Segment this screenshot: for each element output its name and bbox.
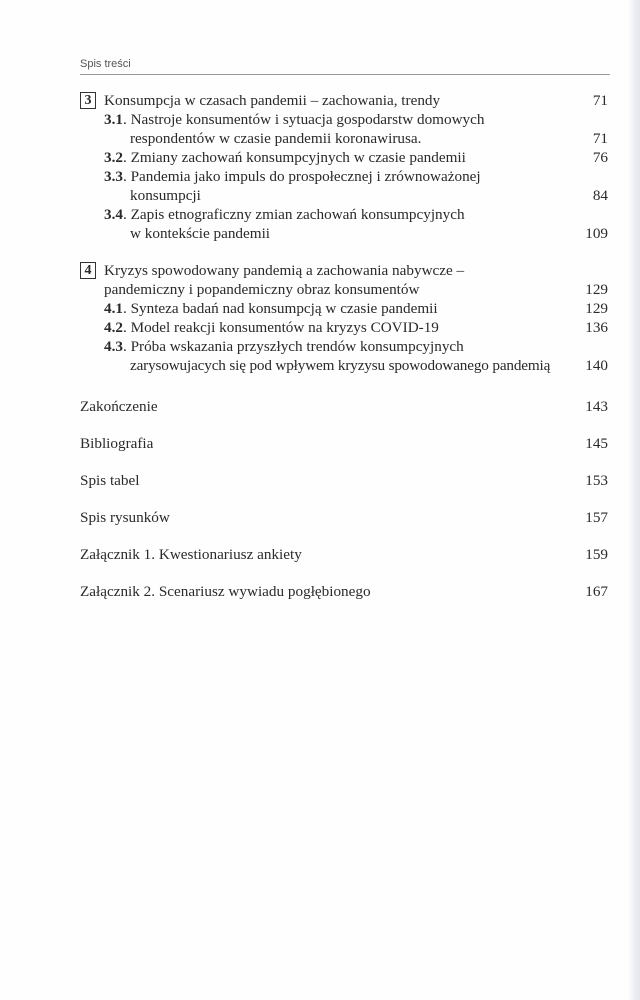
section-title: 3.2. Zmiany zachowań konsumpcyjnych w czasie pandemii: [104, 148, 469, 167]
toc-zalacznik-2[interactable]: [80, 582, 608, 601]
chapter-number-box: 3: [80, 92, 96, 109]
chapter-title-continued: pandemiczny i popandemiczny obraz konsumentów: [104, 280, 422, 299]
page-number: 159: [581, 545, 608, 564]
toc-section-3-4[interactable]: [80, 205, 608, 224]
toc-section-3-4-cont[interactable]: [80, 224, 608, 243]
table-of-contents: [80, 91, 608, 601]
section-title-continued: w kontekście pandemii: [130, 224, 273, 243]
section-number: 3.1: [104, 111, 123, 128]
toc-chapter-3[interactable]: [80, 91, 608, 110]
section-number: 4.3: [104, 338, 123, 355]
page-number: 157: [581, 508, 608, 527]
section-number: 3.4: [104, 206, 123, 223]
page-number: 71: [589, 129, 608, 148]
section-title: 4.1. Synteza badań nad konsumpcją w czasie pandemii: [104, 299, 441, 318]
page-number: 84: [589, 186, 608, 205]
page-number: 153: [581, 471, 608, 490]
section-number: 4.2: [104, 319, 123, 336]
toc-section-3-1[interactable]: [80, 110, 608, 129]
toc-section-3-2[interactable]: [80, 148, 608, 167]
page-number: 129: [581, 299, 608, 318]
toc-zakonczenie[interactable]: [80, 397, 608, 416]
section-title-continued: zarysowujacych się pod wpływem kryzysu spowodowanego pandemią: [130, 356, 553, 375]
section-title-continued: konsumpcji: [130, 186, 204, 205]
section-number: 4.1: [104, 300, 123, 317]
entry-title: Załącznik 1. Kwestionariusz ankiety: [80, 545, 305, 564]
chapter-title: Konsumpcja w czasach pandemii – zachowania, trendy: [104, 91, 443, 110]
toc-section-4-2[interactable]: [80, 318, 608, 337]
toc-section-3-1-cont[interactable]: [80, 129, 608, 148]
chapter-title: Kryzys spowodowany pandemią a zachowania nabywcze –: [104, 261, 467, 280]
section-title: 4.2. Model reakcji konsumentów na kryzys COVID-19: [104, 318, 442, 337]
page-number: 129: [581, 280, 608, 299]
section-number: 3.3: [104, 168, 123, 185]
page-number: 140: [581, 356, 608, 375]
header-rule: [80, 74, 610, 75]
section-title: 4.3. Próba wskazania przyszłych trendów konsumpcyjnych: [104, 337, 467, 356]
toc-chapter-4[interactable]: [80, 261, 608, 280]
entry-title: Zakończenie: [80, 397, 161, 416]
running-head: Spis treści: [80, 58, 131, 70]
page-number: 145: [581, 434, 608, 453]
entry-title: Załącznik 2. Scenariusz wywiadu pogłębionego: [80, 582, 374, 601]
chapter-number-box: 4: [80, 262, 96, 279]
toc-section-4-1[interactable]: [80, 299, 608, 318]
page-number: 71: [589, 91, 608, 110]
toc-zalacznik-1[interactable]: [80, 545, 608, 564]
toc-section-4-3[interactable]: [80, 337, 608, 356]
toc-spis-rysunkow[interactable]: [80, 508, 608, 527]
page-number: 167: [581, 582, 608, 601]
section-number: 3.2: [104, 149, 123, 166]
entry-title: Bibliografia: [80, 434, 156, 453]
toc-bibliografia[interactable]: [80, 434, 608, 453]
page-edge-shadow: [628, 0, 640, 1000]
toc-chapter-4-cont[interactable]: [80, 280, 608, 299]
toc-spis-tabel[interactable]: [80, 471, 608, 490]
toc-section-3-3-cont[interactable]: [80, 186, 608, 205]
page-number: 136: [581, 318, 608, 337]
page-number: 143: [581, 397, 608, 416]
page-number: 76: [589, 148, 608, 167]
section-title: 3.4. Zapis etnograficzny zmian zachowań konsumpcyjnych: [104, 205, 468, 224]
entry-title: Spis tabel: [80, 471, 142, 490]
section-title: 3.3. Pandemia jako impuls do prospołecznej i zrównoważonej: [104, 167, 484, 186]
entry-title: Spis rysunków: [80, 508, 173, 527]
section-title-continued: respondentów w czasie pandemii koronawirusa.: [130, 129, 424, 148]
section-title: 3.1. Nastroje konsumentów i sytuacja gospodarstw domowych: [104, 110, 487, 129]
toc-section-4-3-cont[interactable]: [80, 356, 608, 375]
toc-section-3-3[interactable]: [80, 167, 608, 186]
page-number: 109: [581, 224, 608, 243]
